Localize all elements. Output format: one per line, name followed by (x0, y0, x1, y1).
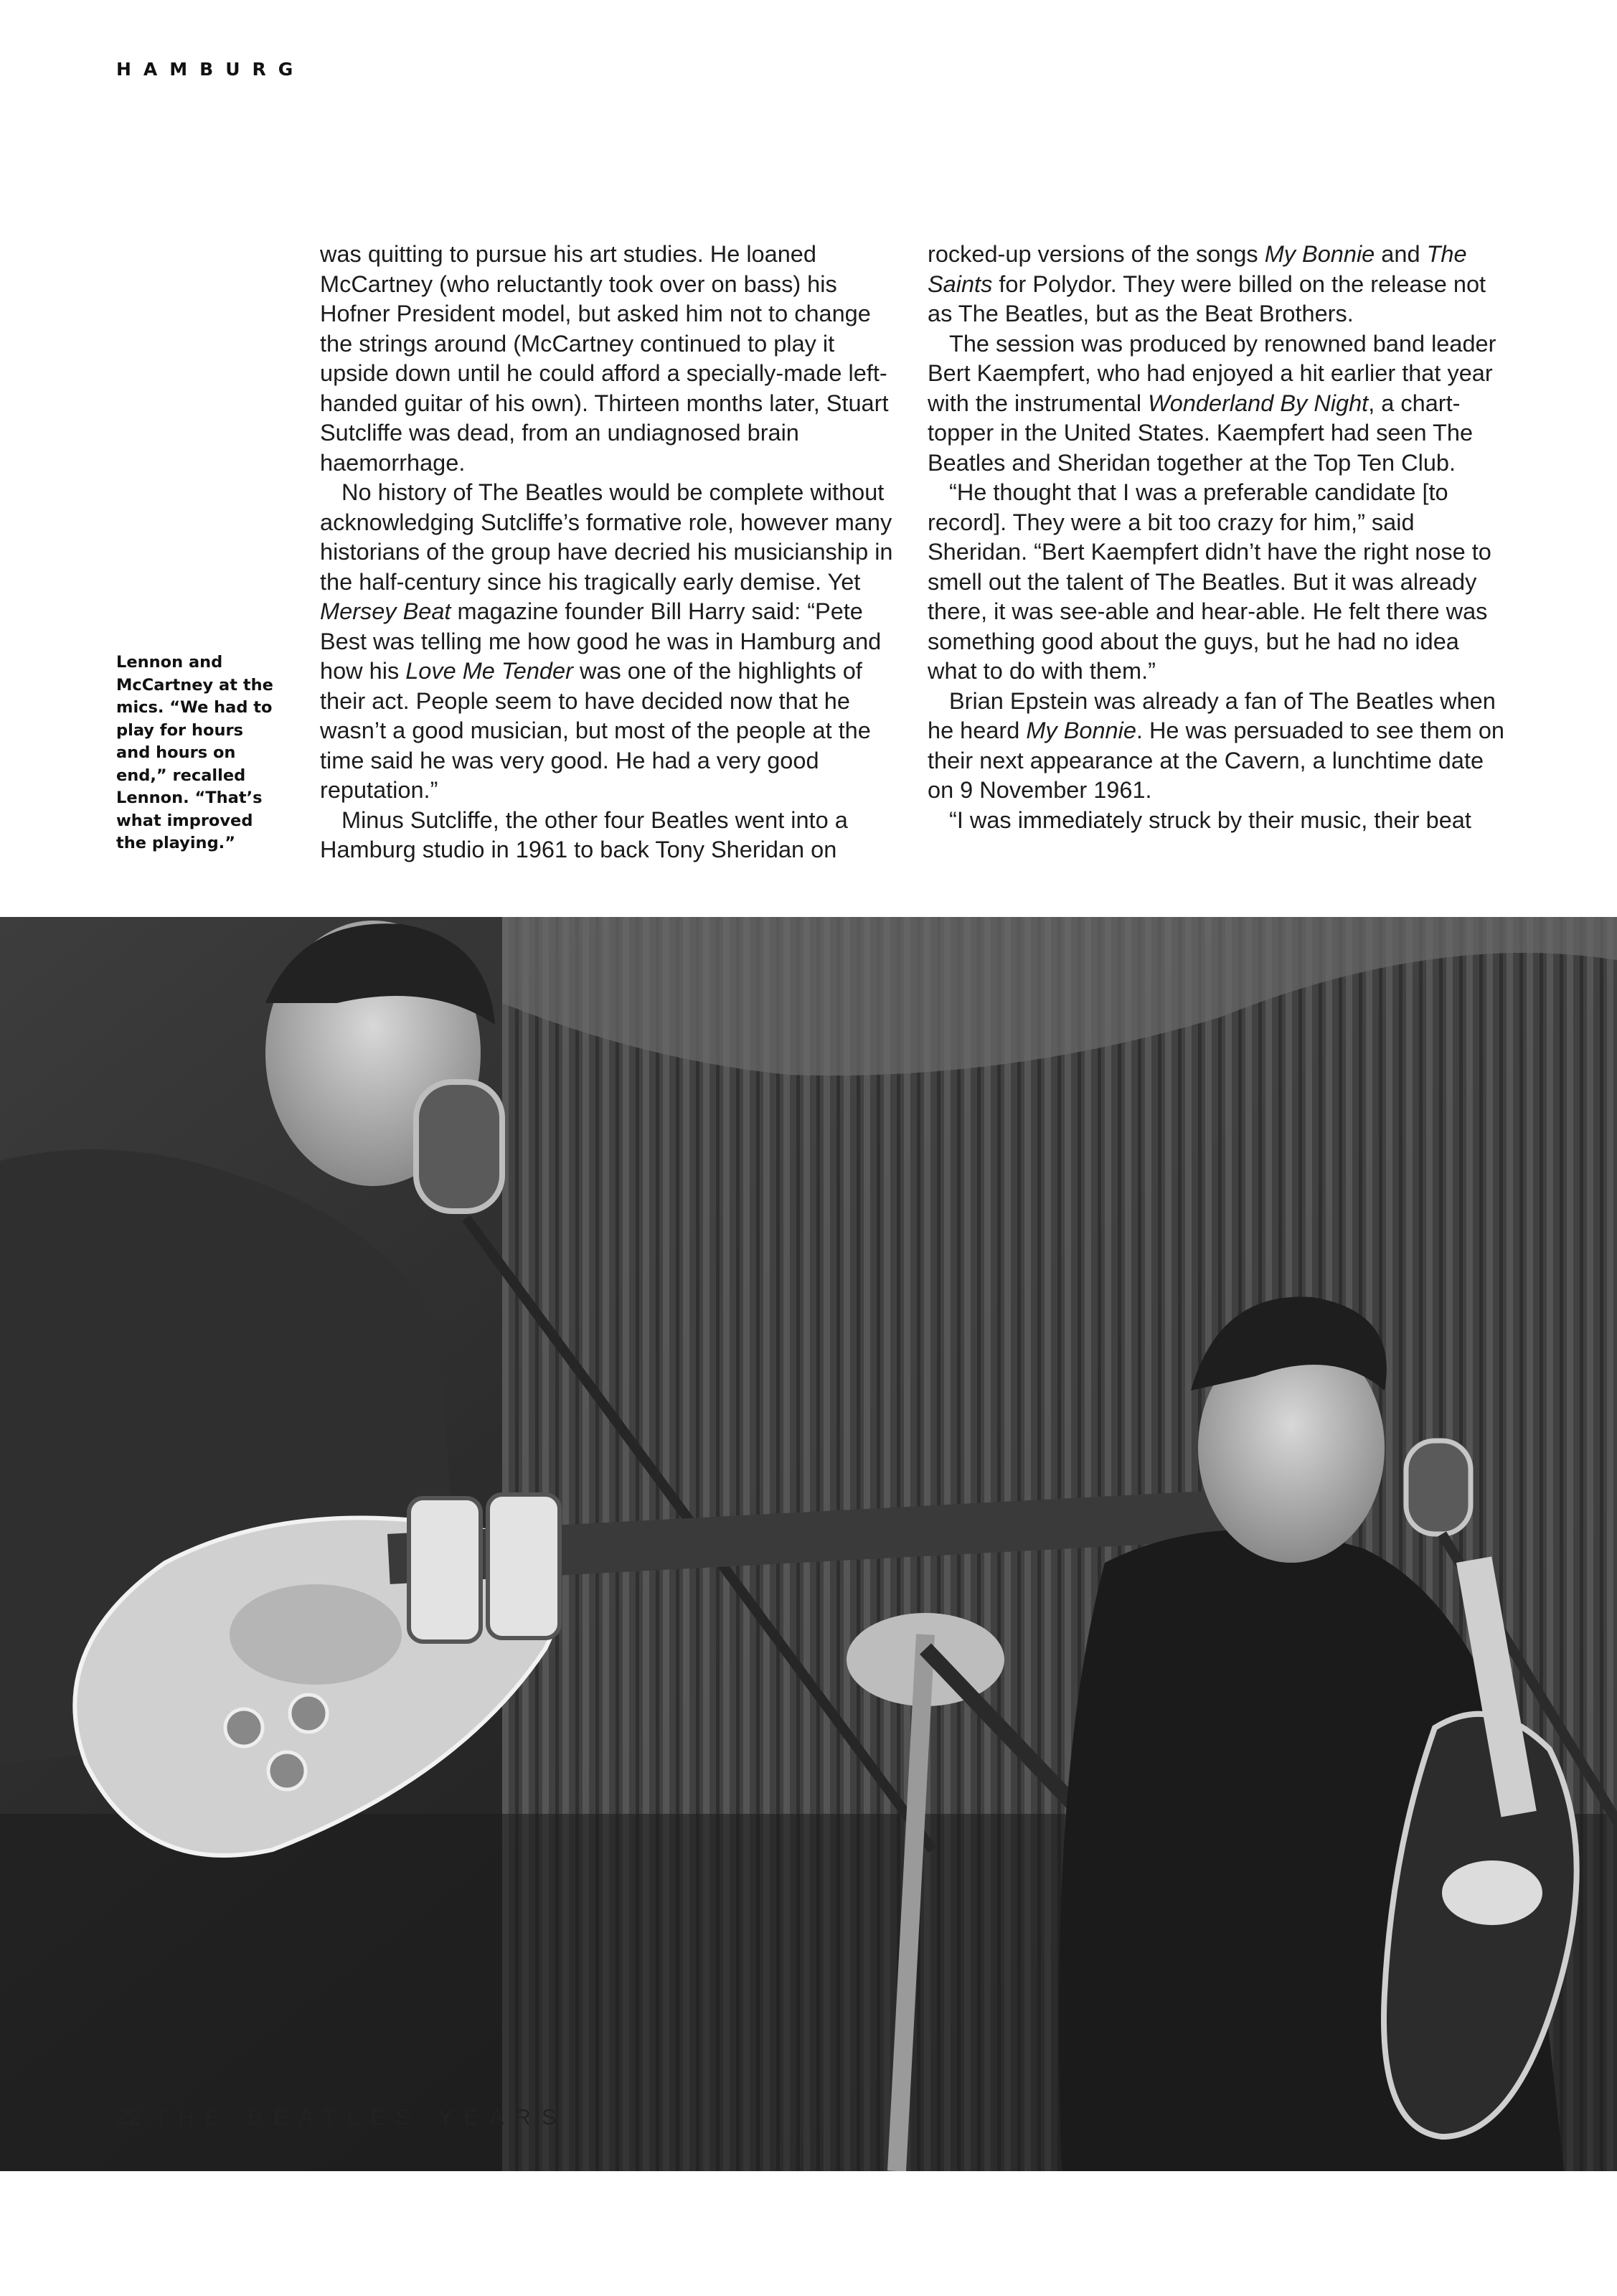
section-label: HAMBURG (116, 59, 306, 80)
article-column-right (928, 240, 1512, 835)
publication-title: Mersey Beat (320, 598, 451, 624)
song-title: My Bonnie (1264, 241, 1375, 267)
paragraph: “I was immediately struck by their music, their beat (949, 806, 1471, 833)
song-title: Love Me Tender (405, 658, 573, 684)
song-title: Wonderland By Night (1148, 390, 1369, 416)
paragraph: was quitting to pursue his art studies. He loaned McCartney (who reluctantly took over on bass) his Hofner President model, but asked him not to change the strings around (McCartney continued to play it upside down until he could afford a specially-made left-handed guitar of his own). Thirteen months later, Stuart Sutcliffe was dead, from an undiagnosed brain haemorrhage. (320, 241, 889, 476)
paragraph: rocked-up versions of the songs My Bonnie and The Saints for Polydor. They were billed on the release not as The Beatles, but as the Beat Brothers. (928, 241, 1486, 326)
song-title: The Saints (928, 241, 1467, 297)
song-title: My Bonnie (1026, 718, 1136, 743)
magazine-title: THE BEATLES YEARS (154, 2104, 567, 2130)
paragraph: No history of The Beatles would be complete without acknowledging Sutcliffe’s formative role, however many historians of the group have decried his musicianship in the half-century since his tragically early demise. Yet Mersey Beat magazine founder Bill Harry said: “Pete Best was telling me how good he was in Hamburg and how his Love Me Tender was one of the highlights of their act. People seem to have decided now that he wasn’t a good musician, but most of the people at the time said he was very good. He had a very good reputation.” (320, 479, 893, 803)
paragraph: “He thought that I was a preferable candidate [to record]. They were a bit too crazy for him,” said Sheridan. “Bert Kaempfert didn’t have the right nose to smell out the talent of The Beatles. But it was already there, it was see-able and hear-able. He felt there was something good about the guys, but he had no idea what to do with them.” (928, 479, 1491, 684)
paragraph: The session was produced by renowned band leader Bert Kaempfert, who had enjoyed a hit earlier that year with the instrumental Wonderland By Night, a chart-topper in the United States. Kaempfert had seen The Beatles and Sheridan together at the Top Ten Club. (928, 330, 1496, 476)
paragraph: Minus Sutcliffe, the other four Beatles went into a Hamburg studio in 1961 to back Tony Sheridan on (320, 806, 848, 862)
concert-photo (0, 917, 1617, 2171)
paragraph: Brian Epstein was already a fan of The Beatles when he heard My Bonnie. He was persuaded to see them on their next appearance at the Cavern, a lunchtime date on 9 November 1961. (928, 687, 1504, 803)
concert-photo-illustration (0, 917, 1617, 2171)
article-column-left (320, 240, 905, 865)
page-number: 22 (116, 2104, 141, 2130)
photo-caption: Lennon and McCartney at the mics. “We had to play for hours and hours on end,” recalled Lennon. “That’s what improved the playing.” (116, 653, 273, 852)
page-footer (116, 2104, 567, 2130)
